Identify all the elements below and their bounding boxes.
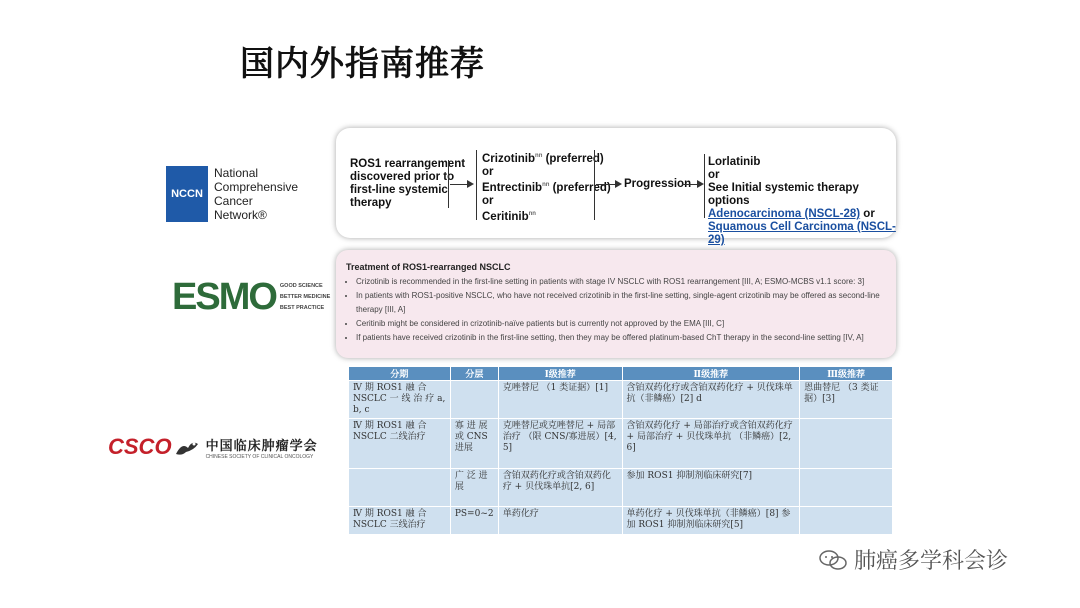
csco-logo-word: CSCO [108, 434, 172, 459]
table-row [349, 507, 893, 535]
column-header: Ⅱ级推荐 [622, 367, 800, 381]
esmo-logo [172, 276, 330, 319]
table-cell [349, 469, 451, 507]
table-cell: 寡 进 展 或 CNS 进展 [450, 419, 498, 469]
flow-text: ROS1 rearrangement [350, 158, 466, 170]
drug-note: (preferred) [549, 181, 611, 194]
csco-recommendation-table [348, 366, 893, 535]
esmo-tag-line: BEST PRACTICE [279, 305, 325, 311]
flow-or: or [482, 165, 494, 178]
flow-step-subsequent [708, 156, 896, 247]
wechat-watermark [818, 544, 1008, 575]
flow-text: See Initial systemic therapy options [708, 182, 859, 207]
table-cell: Ⅳ 期 ROS1 融 合 NSCLC 一 线 治 疗 a, b, c [349, 381, 451, 419]
column-header: Ⅲ级推荐 [800, 367, 893, 381]
flow-bracket [476, 150, 477, 220]
flow-step-progression: Progression [624, 178, 692, 190]
table-cell: 单药化疗 + 贝伐珠单抗（非鳞癌）[8] 参加 ROS1 抑制剂临床研究[5] [622, 507, 800, 535]
footnote-marker: nn [542, 181, 550, 188]
drug-note: (preferred) [542, 152, 604, 165]
list-item: • Crizotinib is recommended in the first-line setting in patients with stage IV NSCLC with ROS1 rearrangement [III, A; ESMO-MCBS v1.1 score: 3] [356, 275, 886, 289]
table-cell: 单药化疗 [498, 507, 622, 535]
flow-bracket [704, 154, 705, 218]
flow-text: therapy [350, 197, 392, 209]
table-cell: 恩曲替尼 （3 类证据）[3] [800, 381, 893, 419]
table-row [349, 381, 893, 419]
watermark-text: 肺癌多学科会诊 [854, 549, 1009, 574]
flow-or: or [860, 208, 875, 220]
flow-text: first-line systemic [350, 184, 448, 196]
table-cell: 克唑替尼 （1 类证据）[1] [498, 381, 622, 419]
flow-or: or [482, 194, 494, 207]
esmo-logo-word: ESMO [172, 276, 276, 318]
table-cell [450, 381, 498, 419]
link-adenocarcinoma[interactable]: Adenocarcinoma (NSCL-28) [708, 208, 861, 220]
column-header: 分期 [349, 367, 451, 381]
table-cell: Ⅳ 期 ROS1 融 合 NSCLC 三线治疗 [349, 507, 451, 535]
table-cell [800, 469, 893, 507]
nccn-name-line: Network® [214, 208, 267, 222]
esmo-recommendation-panel [336, 250, 896, 358]
nccn-logo-name [214, 166, 298, 222]
table-cell: 参加 ROS1 抑制剂临床研究[7] [622, 469, 800, 507]
nccn-name-line: Comprehensive [214, 180, 299, 194]
nccn-flowchart-panel [336, 128, 896, 246]
flow-text: discovered prior to [350, 171, 455, 183]
csco-name-en: CHINESE SOCIETY OF CLINICAL ONCOLOGY [205, 453, 314, 460]
table-row [349, 419, 893, 469]
drug-ceritinib: Ceritinib [482, 210, 529, 223]
footnote-marker: nn [535, 153, 543, 159]
column-header: 分层 [450, 367, 498, 381]
table-cell: 含铂双药化疗 + 局部治疗或含铂双药化疗 + 局部治疗 + 贝伐珠单抗 （非鳞癌）[2, 6] [622, 419, 800, 469]
drug-entrectinib: Entrectinib [482, 181, 543, 194]
list-item: • In patients with ROS1-positive NSCLC, who have not received crizotinib in the first-line setting, single-agent crizotinib may be offered as second-line therapy [III, A] [356, 289, 886, 317]
nccn-logo [166, 166, 298, 222]
column-header: Ⅰ级推荐 [498, 367, 622, 381]
footnote-marker: nn [528, 210, 536, 217]
dragon-emblem-icon [174, 436, 200, 458]
flow-arrow [450, 184, 472, 185]
table-cell: 含铂双药化疗或含铂双药化疗 + 贝伐珠单抗（非鳞癌）[2] d [622, 381, 800, 419]
esmo-bullet-list [346, 275, 886, 345]
table-cell: PS=0~2 [450, 507, 498, 535]
flow-arrow [596, 184, 620, 185]
table-row [349, 469, 893, 507]
flow-step-first-line [482, 150, 611, 223]
drug-lorlatinib: Lorlatinib [708, 156, 761, 168]
nccn-name-line: National [214, 166, 259, 180]
link-squamous[interactable]: Squamous Cell Carcinoma (NSCL-29) [708, 221, 896, 246]
esmo-tag-line: BETTER MEDICINE [279, 294, 331, 300]
csco-logo-text [206, 435, 318, 460]
table-cell: 含铂双药化疗或含铂双药化疗 + 贝伐珠单抗[2, 6] [498, 469, 622, 507]
flow-or: or [708, 169, 720, 181]
nccn-logo-mark: NCCN [166, 166, 208, 222]
table-cell: 克唑替尼或克唑替尼 + 局部治疗 （限 CNS/寡进展）[4, 5] [498, 419, 622, 469]
wechat-icon [818, 548, 848, 572]
list-item: • If patients have received crizotinib in the first-line setting, then they may be offered platinum-based ChT therapy in the second-line setting [IV, A] [356, 331, 886, 345]
list-item: • Ceritinib might be considered in crizotinib-naïve patients but is currently not approved by the EMA [III, C] [356, 317, 886, 331]
esmo-logo-tagline [280, 281, 330, 314]
esmo-heading: Treatment of ROS1-rearranged NSCLC [346, 262, 511, 272]
table-header-row [349, 367, 893, 381]
table-cell [800, 507, 893, 535]
flow-bracket [594, 150, 595, 220]
flow-arrow [682, 184, 702, 185]
drug-crizotinib: Crizotinib [482, 152, 536, 165]
table-cell [800, 419, 893, 469]
nccn-name-line: Cancer [214, 194, 253, 208]
esmo-tag-line: GOOD SCIENCE [279, 283, 323, 289]
table-cell: 广 泛 进 展 [450, 469, 498, 507]
flow-bracket [448, 160, 449, 208]
csco-logo [108, 434, 318, 460]
csco-name-cn: 中国临床肿瘤学会 [205, 438, 318, 454]
page-title: 国内外指南推荐 [240, 44, 485, 84]
table-cell: Ⅳ 期 ROS1 融 合 NSCLC 二线治疗 [349, 419, 451, 469]
